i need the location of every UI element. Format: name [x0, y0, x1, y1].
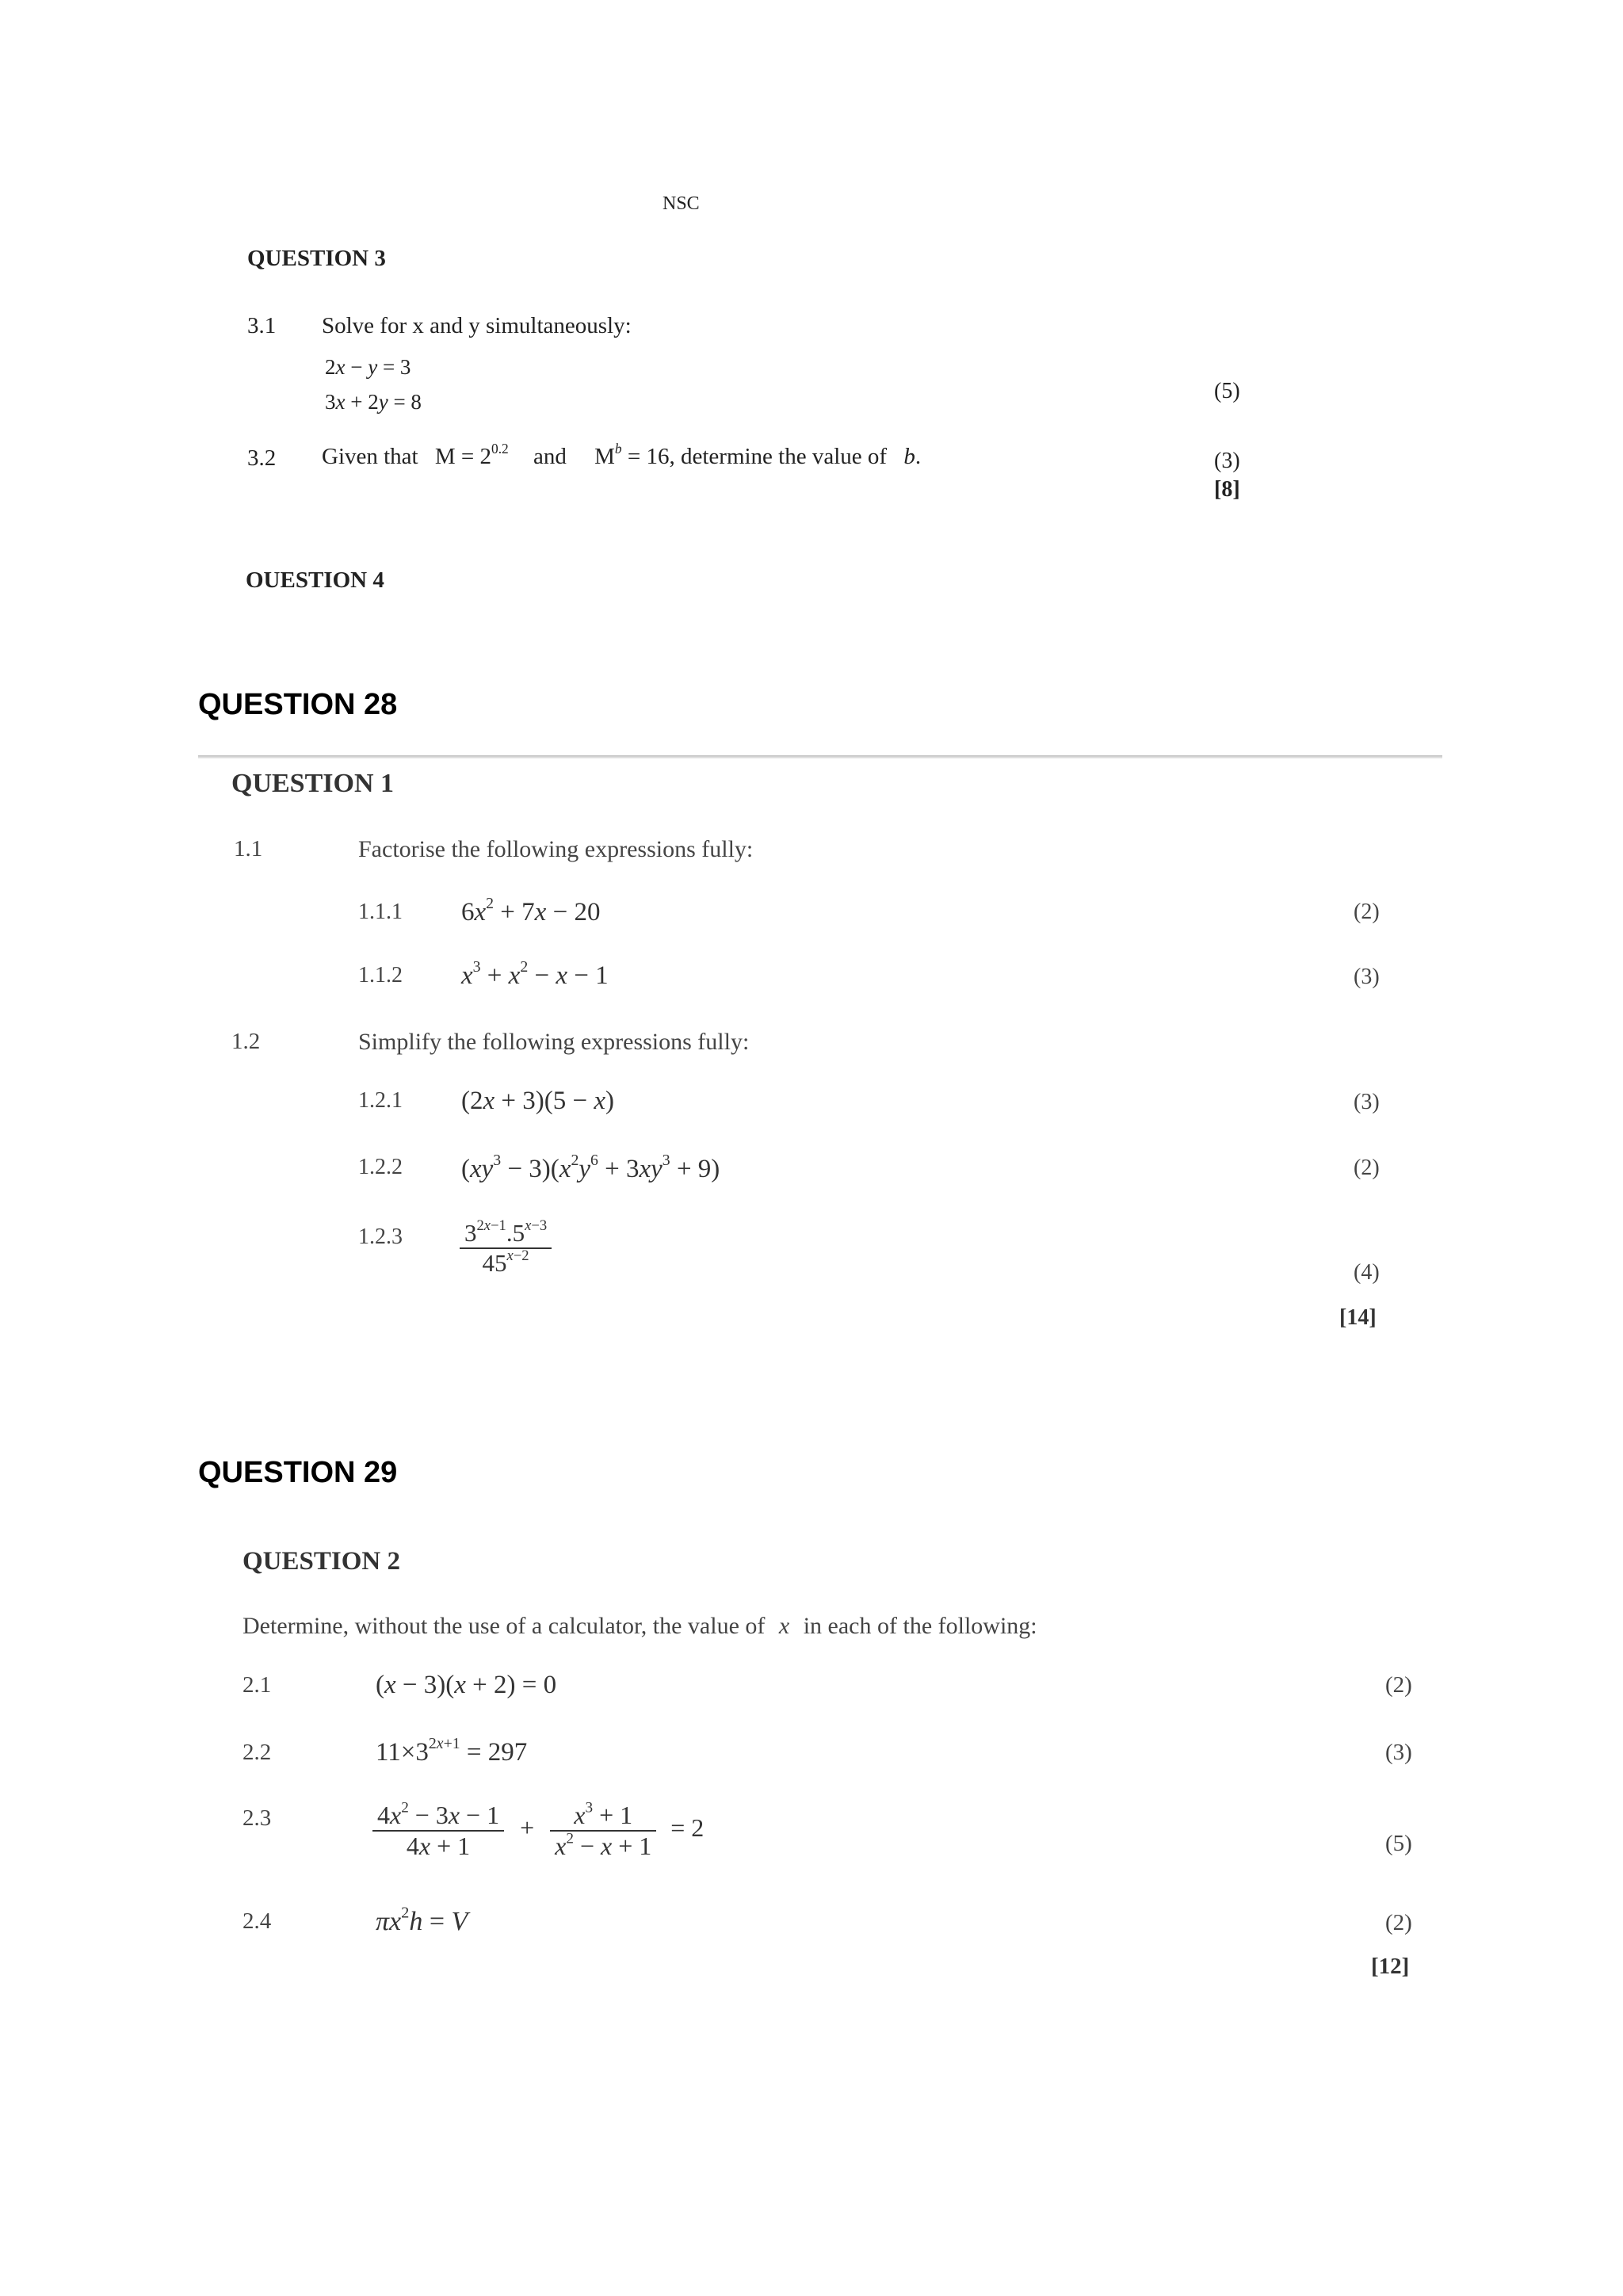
q1-2-3-marks: (4) — [1354, 1260, 1380, 1285]
q3-2-text: Given that $M = 2^{0.2}$ and $M^b = 16$, determine the value of b. — [322, 440, 922, 469]
q2-2-marks: (3) — [1385, 1740, 1412, 1765]
q1-1-2-expression: $x^3 + x^2 - x - 1$ — [461, 958, 609, 990]
question-28-heading: QUESTION 28 — [198, 688, 398, 721]
q2-3-equation: $\frac{4x^2 - 3x - 1}{4x + 1}$ + $\frac{x^3 + 1}{x^2 - x + 1}$ = 2 — [372, 1801, 704, 1861]
q2-intro: Determine, without the use of a calculator, the value of x in each of the following: — [242, 1613, 1037, 1639]
q1-1-number: 1.1 — [234, 836, 263, 861]
page-header: NSC — [663, 193, 700, 214]
q1-1-1-number: 1.1.1 — [358, 900, 403, 924]
q2-4-marks: (2) — [1385, 1910, 1412, 1935]
q1-2-2-expression: $(xy^3 - 3)(x^2y^6 + 3xy^3 + 9)$ — [461, 1152, 720, 1183]
q1-2-1-expression: (2x + 3)(5 − x) — [461, 1087, 615, 1115]
q3-2-number: 3.2 — [247, 445, 277, 471]
q1-2-3-expression: $\frac{3^{2x-1}.5^{x-3}}{45^{x-2}}$ — [460, 1219, 552, 1278]
q2-1-marks: (2) — [1385, 1672, 1412, 1698]
question-2-total: [12] — [1371, 1954, 1410, 1979]
q2-1-number: 2.1 — [242, 1672, 272, 1698]
q3-1-number: 3.1 — [247, 313, 277, 338]
q1-2-2-marks: (2) — [1354, 1156, 1380, 1180]
q2-2-equation: $11\times 3^{2x+1} = 297$ — [376, 1735, 528, 1767]
q3-total: [8] — [1214, 477, 1240, 502]
q1-1-1-expression: $6x^2 + 7x - 20$ — [461, 895, 601, 926]
q1-2-text: Simplify the following expressions fully: — [358, 1029, 750, 1055]
q2-3-number: 2.3 — [242, 1805, 272, 1831]
q3-1-equation-2: 3x + 2y = 8 — [325, 390, 422, 414]
q1-1-2-marks: (3) — [1354, 965, 1380, 989]
q3-1-marks: (5) — [1214, 379, 1240, 403]
q1-1-1-marks: (2) — [1354, 900, 1380, 924]
question-4-title: OUESTION 4 — [246, 567, 384, 593]
q1-2-1-number: 1.2.1 — [358, 1088, 403, 1113]
question-29-heading: QUESTION 29 — [198, 1456, 398, 1489]
q1-2-2-number: 1.2.2 — [358, 1155, 403, 1179]
q2-4-number: 2.4 — [242, 1908, 272, 1934]
q2-3-marks: (5) — [1385, 1831, 1412, 1856]
q2-4-equation: $\pi x^2h = V$ — [376, 1904, 468, 1936]
q3-1-equation-1: 2x − y = 3 — [325, 355, 411, 379]
q1-2-number: 1.2 — [231, 1029, 261, 1054]
question-1-title: QUESTION 1 — [231, 769, 394, 798]
scan-top-border — [198, 755, 1442, 758]
q1-1-text: Factorise the following expressions fully: — [358, 836, 754, 862]
question-1-total: [14] — [1339, 1305, 1377, 1330]
question-3-title: QUESTION 3 — [247, 246, 386, 271]
q1-2-3-number: 1.2.3 — [358, 1224, 403, 1249]
q1-2-1-marks: (3) — [1354, 1090, 1380, 1114]
question-2-title: QUESTION 2 — [242, 1547, 400, 1576]
q3-2-marks: (3) — [1214, 449, 1240, 473]
q2-2-number: 2.2 — [242, 1740, 272, 1765]
q2-1-equation: (x − 3)(x + 2) = 0 — [376, 1671, 557, 1699]
q3-1-text: Solve for x and y simultaneously: — [322, 313, 632, 338]
q1-1-2-number: 1.1.2 — [358, 963, 403, 988]
